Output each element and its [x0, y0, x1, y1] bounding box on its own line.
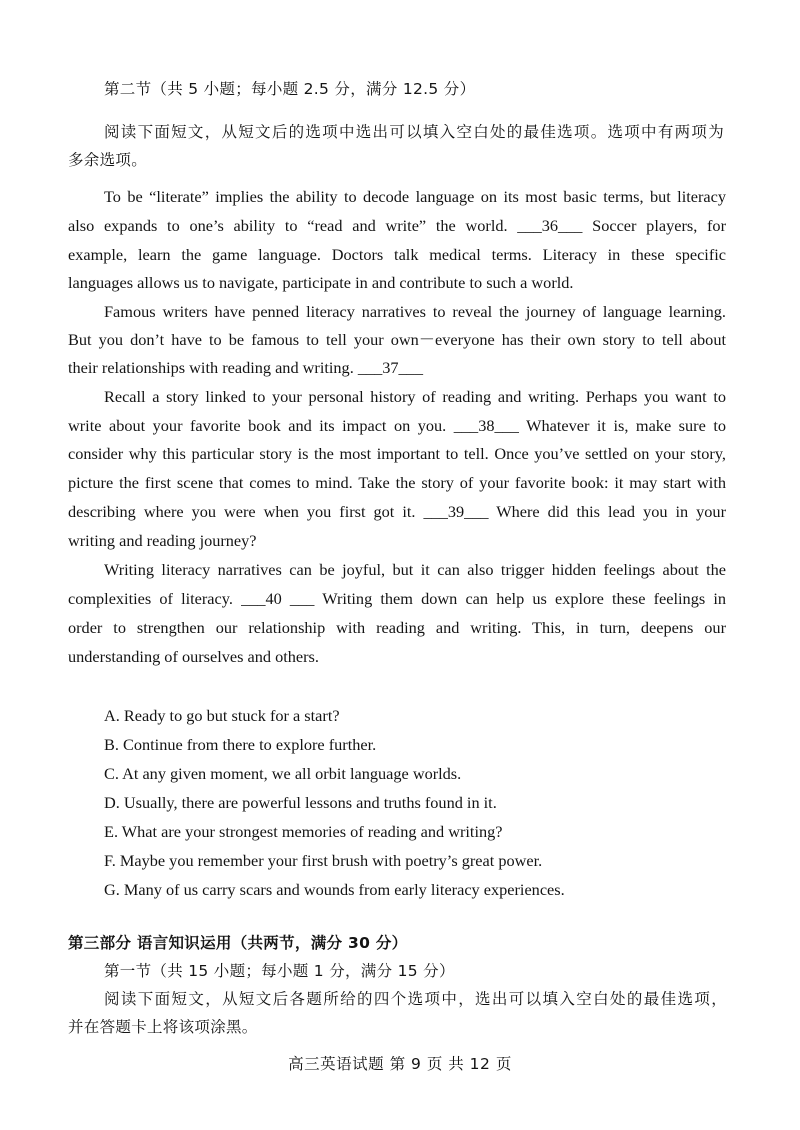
option-a: A. Ready to go but stuck for a start?: [104, 706, 340, 725]
passage-line: writing and reading journey?: [68, 531, 257, 550]
passage-line: also expands to one’s ability to “read and write” the world. ___36___ Soccer players, for: [68, 216, 726, 235]
passage-line: describing where you were when you first got it. ___39___ Where did this lead you in your: [68, 502, 726, 521]
section-instruction-cont: 并在答题卡上将该项涂黑。: [68, 1018, 258, 1036]
passage-line: understanding of ourselves and others.: [68, 647, 319, 666]
passage-line: consider why this particular story is the most important to tell. Once you’ve settled on your story,: [68, 444, 726, 463]
option-g: G. Many of us carry scars and wounds from early literacy experiences.: [104, 880, 565, 899]
passage-line: their relationships with reading and writing. ___37___: [68, 358, 423, 377]
passage-line: To be “literate” implies the ability to decode language on its most basic terms, but literacy: [104, 187, 726, 206]
page-footer: 高三英语试题 第 9 页 共 12 页: [288, 1055, 512, 1073]
passage-line: languages allows us to navigate, participate in and contribute to such a world.: [68, 273, 574, 292]
section-instruction-cont: 多余选项。: [68, 151, 148, 169]
passage-line: But you don’t have to be famous to tell your own－everyone has their own story to tell about: [68, 330, 726, 349]
part-heading: 第三部分 语言知识运用（共两节，满分 30 分）: [68, 934, 408, 952]
passage-line: picture the first scene that comes to mind. Take the story of your favorite book: it may start with: [68, 473, 726, 492]
option-b: B. Continue from there to explore further.: [104, 735, 377, 754]
passage-line: complexities of literacy. ___40 ___ Writing them down can help us explore these feelings in: [68, 589, 726, 608]
option-e: E. What are your strongest memories of reading and writing?: [104, 822, 503, 841]
section-heading: 第二节（共 5 小题；每小题 2.5 分，满分 12.5 分）: [104, 80, 476, 98]
section-instruction: 阅读下面短文，从短文后各题所给的四个选项中，选出可以填入空白处的最佳选项，: [104, 990, 727, 1008]
passage-line: Famous writers have penned literacy narratives to reveal the journey of language learning.: [104, 302, 726, 321]
option-c: C. At any given moment, we all orbit language worlds.: [104, 764, 462, 783]
passage-line: write about your favorite book and its impact on you. ___38___ Whatever it is, make sure to: [68, 416, 726, 435]
option-d: D. Usually, there are powerful lessons and truths found in it.: [104, 793, 497, 812]
passage-line: Recall a story linked to your personal history of reading and writing. Perhaps you want to: [104, 387, 726, 406]
passage-line: example, learn the game language. Doctors talk medical terms. Literacy in these specific: [68, 245, 726, 264]
passage-line: Writing literacy narratives can be joyful, but it can also trigger hidden feelings about the: [104, 560, 726, 579]
passage-line: order to strengthen our relationship with reading and writing. This, in turn, deepens our: [68, 618, 726, 637]
section-instruction: 阅读下面短文，从短文后的选项中选出可以填入空白处的最佳选项。选项中有两项为: [104, 123, 724, 141]
option-f: F. Maybe you remember your first brush with poetry’s great power.: [104, 851, 543, 870]
section-heading: 第一节（共 15 小题；每小题 1 分，满分 15 分）: [104, 962, 455, 980]
